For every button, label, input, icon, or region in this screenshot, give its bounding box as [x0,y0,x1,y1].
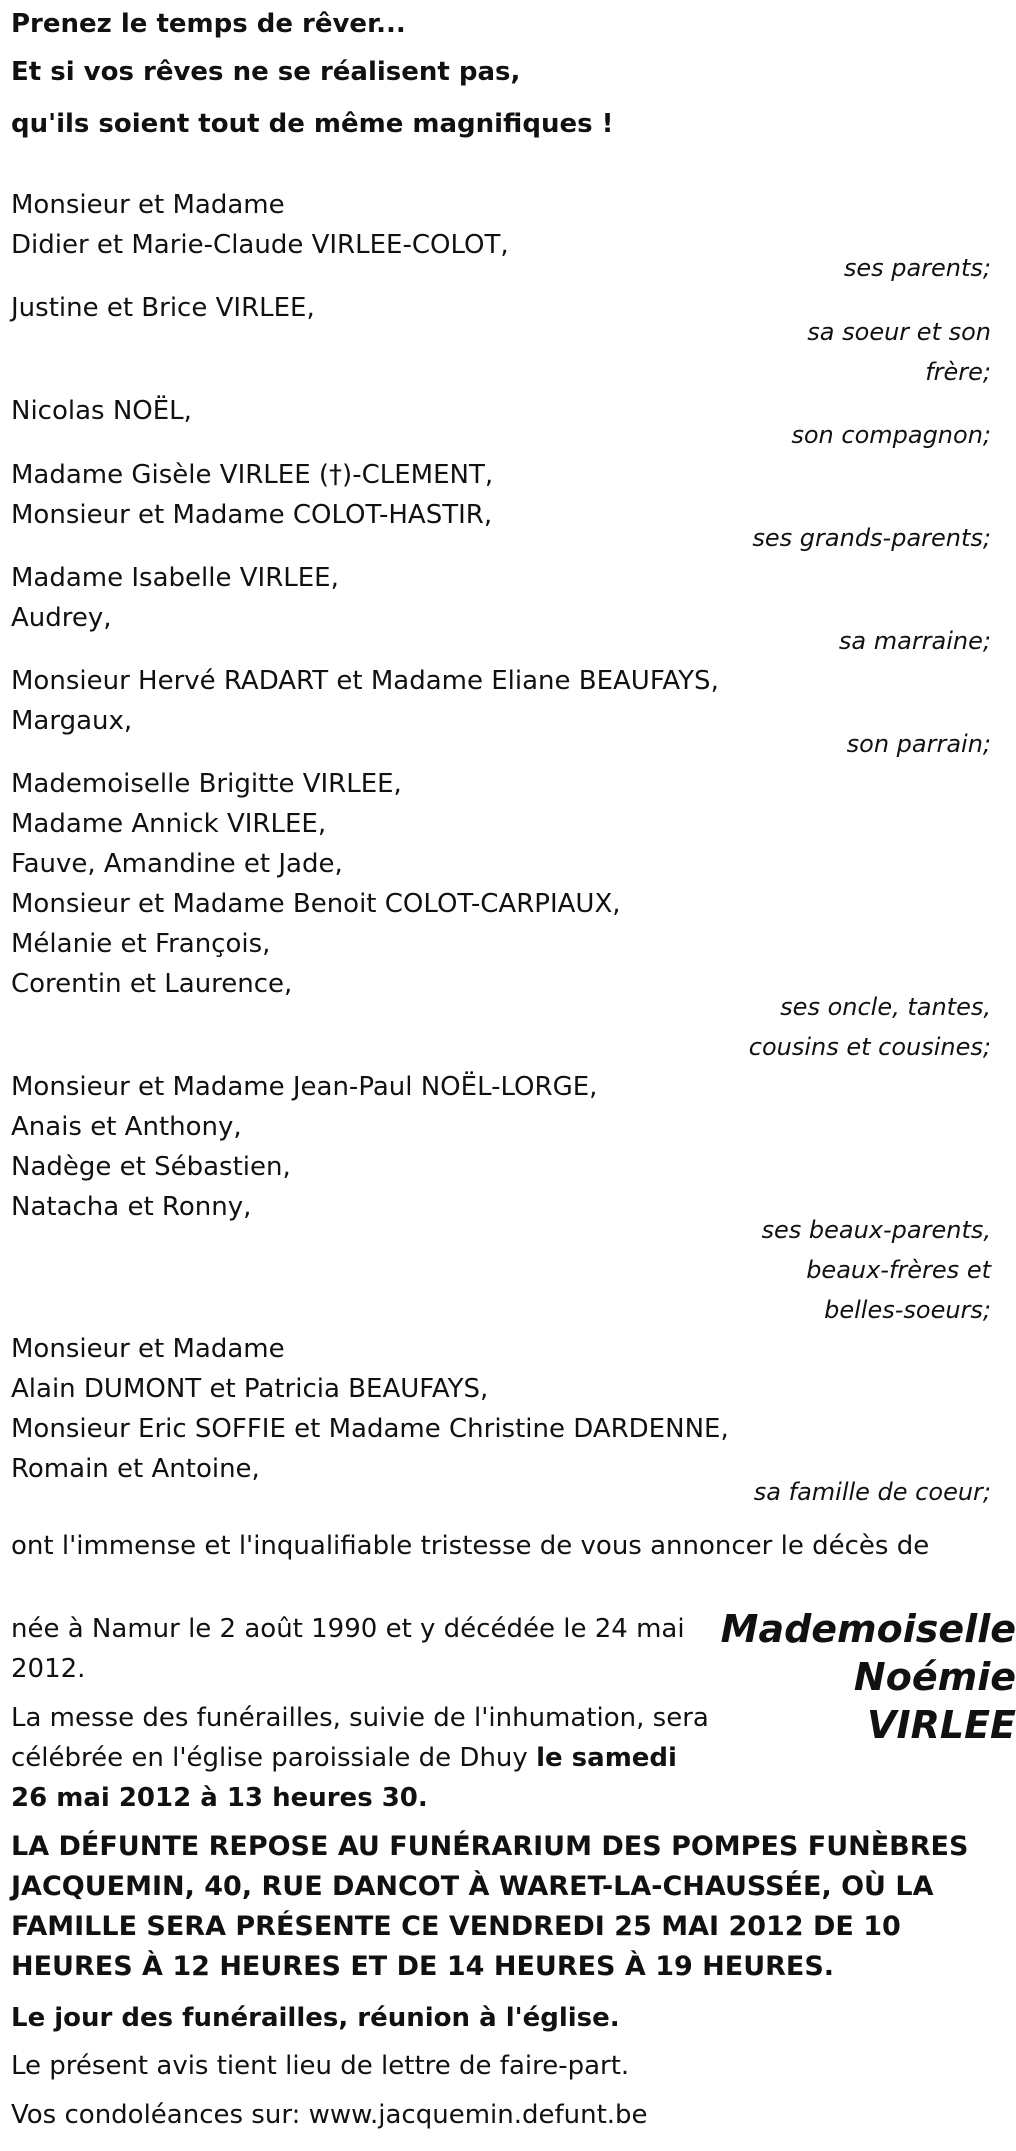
family-line: Madame Gisèle VIRLEE (†)-CLEMENT, [11,460,494,490]
family-relation: son compagnon; [791,421,991,449]
family-relation: sa soeur et son [807,318,991,346]
deceased-firstname: Noémie [853,1655,1016,1699]
notice-text: Le présent avis tient lieu de lettre de faire-part. [11,2051,630,2081]
family-line: Fauve, Amandine et Jade, [11,849,343,879]
family-line: Justine et Brice VIRLEE, [11,293,315,323]
family-line: Audrey, [11,603,112,633]
family-line: Monsieur et Madame COLOT-HASTIR, [11,500,493,530]
family-relation: son parrain; [846,730,991,758]
family-line: Monsieur Eric SOFFIE et Madame Christine DARDENNE, [11,1414,729,1444]
family-line: Madame Annick VIRLEE, [11,809,327,839]
family-line: Corentin et Laurence, [11,969,293,999]
reunion-text: Le jour des funérailles, réunion à l'église. [11,2003,620,2033]
announcement-text: ont l'immense et l'inqualifiable tristesse de vous annoncer le décès de [11,1531,930,1561]
epigraph-line-3: qu'ils soient tout de même magnifiques ! [11,109,614,139]
family-relation: beaux-frères et [806,1256,991,1284]
family-relation: ses parents; [843,254,991,282]
family-relation: sa famille de coeur; [753,1478,991,1506]
epigraph-line-1: Prenez le temps de rêver... [11,9,406,39]
mass-text: La messe des funérailles, suivie de l'inhumation, sera célébrée en l'église paroissiale de Dhuy [11,1703,709,1773]
mass-paragraph [11,1698,711,1818]
family-line: Mademoiselle Brigitte VIRLEE, [11,769,402,799]
family-line: Monsieur et Madame Jean-Paul NOËL-LORGE, [11,1072,598,1102]
family-relation: ses grands-parents; [752,524,991,552]
family-line: Monsieur Hervé RADART et Madame Eliane BEAUFAYS, [11,666,719,696]
family-line: Nadège et Sébastien, [11,1152,291,1182]
condolences-text: Vos condoléances sur: www.jacquemin.defunt.be [11,2100,648,2130]
family-line: Alain DUMONT et Patricia BEAUFAYS, [11,1374,489,1404]
family-line: Madame Isabelle VIRLEE, [11,563,339,593]
family-line: Margaux, [11,706,133,736]
family-line: Anais et Anthony, [11,1112,242,1142]
family-relation: ses beaux-parents, [761,1216,991,1244]
family-relation: frère; [925,358,991,386]
birth-death-text: née à Namur le 2 août 1990 et y décédée le 24 mai 2012. [11,1614,685,1684]
family-line: Monsieur et Madame [11,1334,285,1364]
family-line: Romain et Antoine, [11,1454,260,1484]
family-line: Monsieur et Madame [11,190,285,220]
deceased-name [716,1605,1016,1749]
epigraph-line-2: Et si vos rêves ne se réalisent pas, [11,57,521,87]
funerarium-text: LA DÉFUNTE REPOSE AU FUNÉRARIUM DES POMPES FUNÈBRES JACQUEMIN, 40, RUE DANCOT À WARET-LA-CHAUSSÉE, OÙ LA FAMILLE SERA PRÉSENTE CE VENDREDI 25 MAI 2012 DE 10 HEURES À 12 HEURES ET DE 14 HEURES À 19 HEURES. [11,1831,969,1982]
family-line: Mélanie et François, [11,929,271,959]
family-line: Nicolas NOËL, [11,396,192,426]
family-relation: belles-soeurs; [824,1296,991,1324]
deceased-lastname: VIRLEE [867,1703,1016,1747]
family-line: Natacha et Ronny, [11,1192,252,1222]
family-line: Monsieur et Madame Benoit COLOT-CARPIAUX, [11,889,621,919]
deceased-title: Mademoiselle [720,1607,1016,1651]
family-relation: ses oncle, tantes, [780,993,991,1021]
family-line: Didier et Marie-Claude VIRLEE-COLOT, [11,230,509,260]
family-relation: cousins et cousines; [748,1033,991,1061]
family-relation: sa marraine; [838,627,991,655]
mass-date-time: le samedi 26 mai 2012 à 13 heures 30. [11,1743,677,1813]
